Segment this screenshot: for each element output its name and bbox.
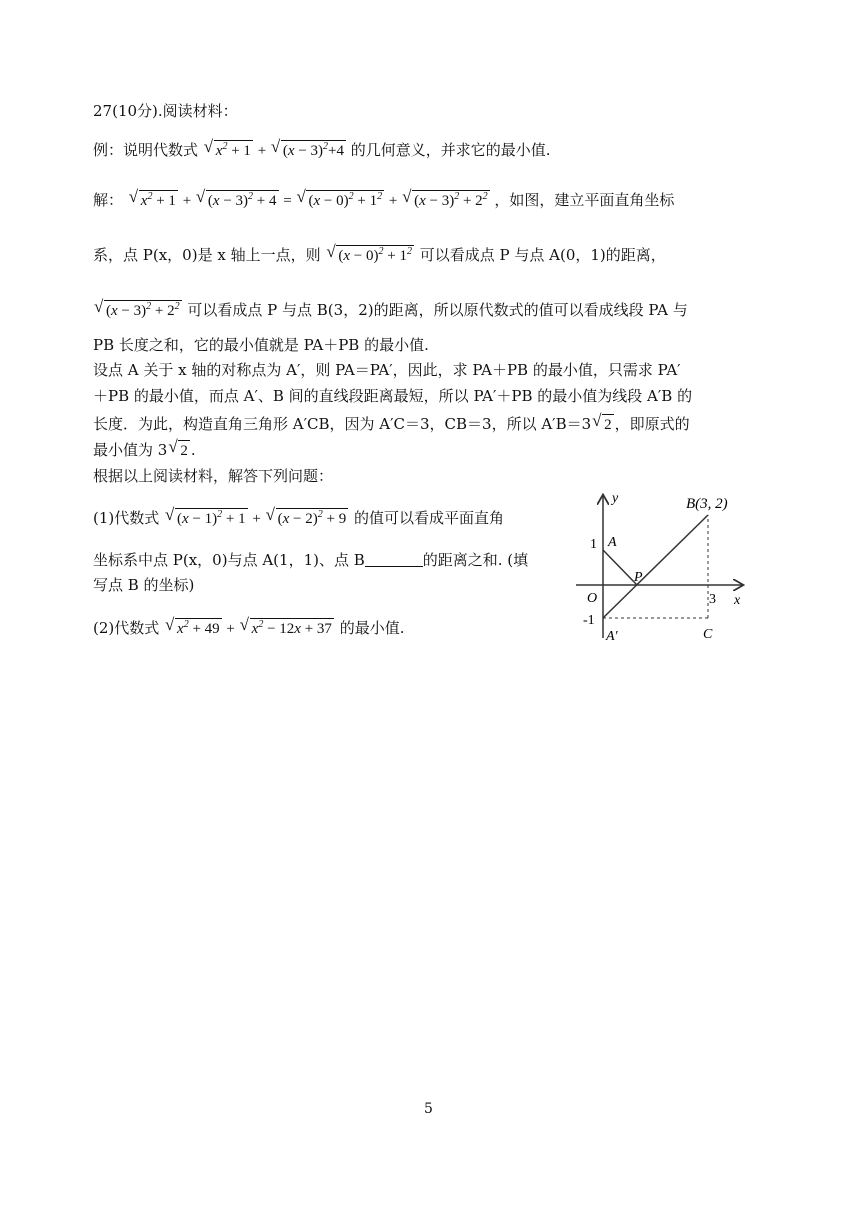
question-1-line-2: 坐标系中点 P(x，0)与点 A(1，1)、点 B 的距离之和. (填 <box>93 551 529 569</box>
solution-line-5: 设点 A 关于 x 轴的对称点为 A′，则 PA＝PA′，因此，求 PA＋PB 的最小值，只需求 PA′ <box>93 361 681 379</box>
label-y: y <box>612 491 619 506</box>
example-line: 例：说明代数式 √ $x^2 + 1$ + √ $(x - 3)^2+4$ 的几何意义，并求它的最小值. <box>93 137 551 159</box>
label-c: C <box>703 627 713 642</box>
solution-line-7: 长度．为此，构造直角三角形 A′CB，因为 A′C＝3，CB＝3，所以 A′B＝3 √ 2 ，即原式的 <box>93 411 690 433</box>
question-1-line-1: (1)代数式 √ $(x - 1)^2 + 1$ + √ $(x - 2)^2 + 9$ 的值可以看成平面直角 <box>93 505 505 527</box>
label-o: O <box>587 591 598 606</box>
label-p: P <box>634 570 643 585</box>
instruction-line: 根据以上阅读材料，解答下列问题： <box>93 467 334 485</box>
question-1-line-3: 写点 B 的坐标) <box>93 576 195 594</box>
label-x: x <box>734 593 741 608</box>
label-one: 1 <box>590 537 597 552</box>
solution-line-4: PB 长度之和，它的最小值就是 PA＋PB 的最小值. <box>93 336 429 354</box>
label-three: 3 <box>709 592 716 607</box>
question-2-line: (2)代数式 √ $x^2 + 49$ + √ $x^2 - 12x + 37$ 的最小值. <box>93 615 405 637</box>
a-p-line <box>603 550 637 585</box>
expression-example: √ $x^2 + 1$ + √ $(x - 3)^2+4$ <box>203 137 345 159</box>
expression-solution: √ $x^2 + 1$ + √ $(x - 3)^2 + 4$ = √ $(x - 0)^2 + 1^2$ + √ $(x - 3)^2 + 2^2$ <box>128 187 488 209</box>
label-b: B(3, 2) <box>686 496 728 512</box>
solution-line-8: 最小值为 3 √ 2 . <box>93 437 196 459</box>
solution-line-1: 解： √ $x^2 + 1$ + √ $(x - 3)^2 + 4$ = √ $(x - 0)^2 + 1^2$ + √ $(x - 3)^2 + 2^2$ ，如图，建立平面直角坐标 <box>93 187 675 209</box>
label-a-prime: A′ <box>606 629 618 644</box>
answer-blank[interactable] <box>365 552 423 567</box>
solution-line-2: 系，点 P(x，0)是 x 轴上一点，则 √ $(x - 0)^2 + 1^2$ 可以看成点 P 与点 A(0，1)的距离， <box>93 242 666 264</box>
label-neg-one: -1 <box>583 613 595 628</box>
coordinate-figure <box>568 488 750 648</box>
solution-line-6: ＋PB 的最小值，而点 A′、B 间的直线段距离最短，所以 PA′＋PB 的最小值为线段 A′B 的 <box>93 387 693 405</box>
solution-line-3: √ $(x - 3)^2 + 2^2$ 可以看成点 P 与点 B(3，2)的距离，所以原代数式的值可以看成线段 PA 与 <box>94 297 688 319</box>
page-number: 5 <box>424 1101 433 1117</box>
problem-title: 27(10分).阅读材料： <box>93 102 238 120</box>
label-a: A <box>608 535 617 550</box>
